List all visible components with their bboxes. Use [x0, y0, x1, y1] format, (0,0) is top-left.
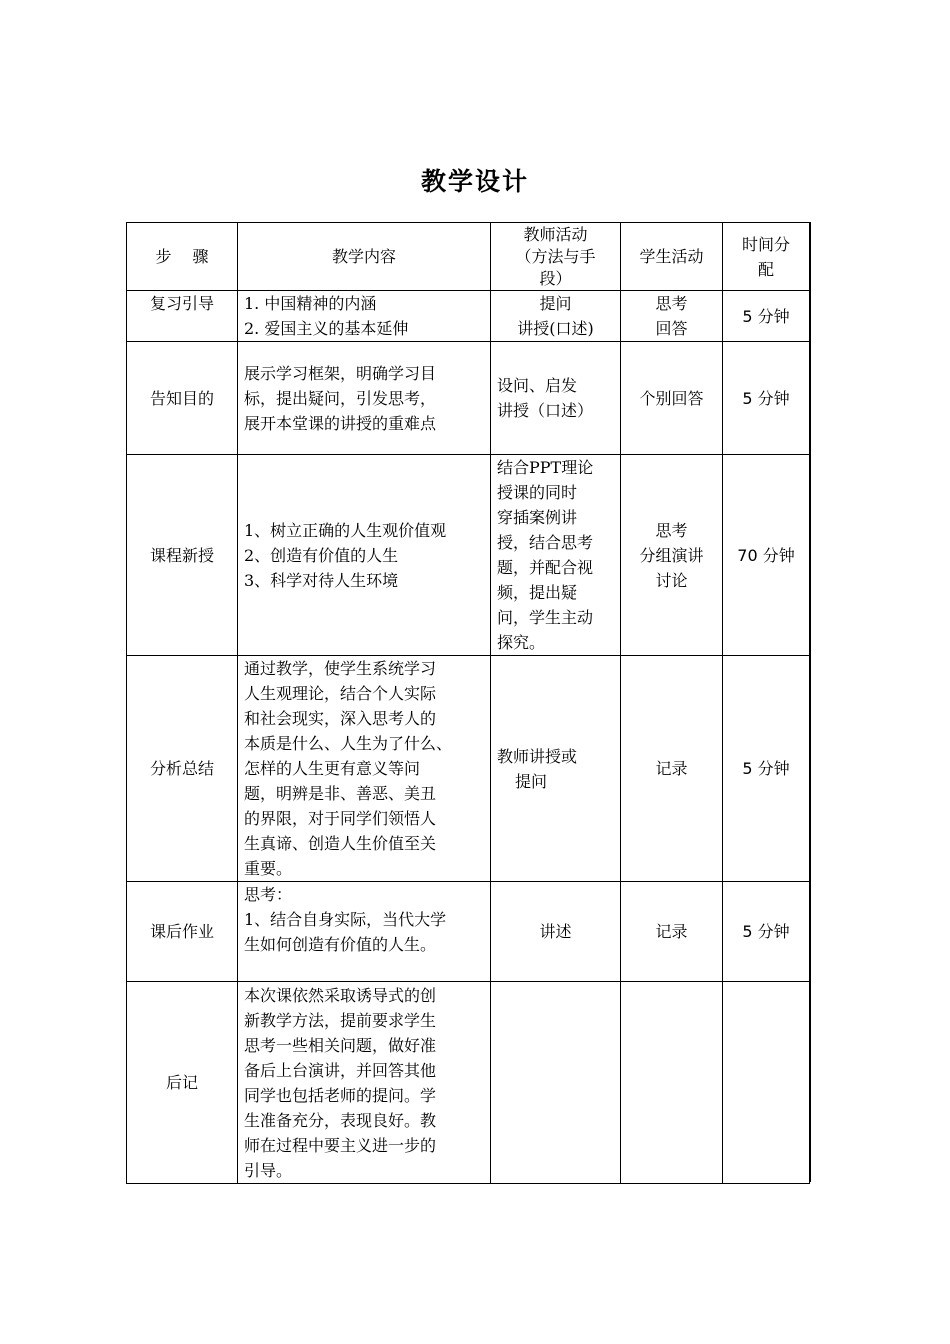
table-row	[127, 656, 810, 882]
time-cell: 5 分钟	[723, 342, 810, 455]
step-cell: 分析总结	[127, 656, 238, 882]
table-row	[127, 342, 810, 455]
student-cell: 记录	[621, 882, 723, 982]
time-cell: 5 分钟	[723, 882, 810, 982]
student-cell: 个别回答	[621, 342, 723, 455]
student-cell	[621, 982, 723, 1184]
teacher-cell: 讲述	[491, 882, 621, 982]
student-cell: 记录	[621, 656, 723, 882]
teacher-cell	[491, 982, 621, 1184]
table-right-border	[809, 222, 811, 1182]
header-row	[127, 223, 810, 291]
content-cell: 通过教学，使学生系统学习 人生观理论，结合个人实际 和社会现实，深入思考人的 本质是什么、人生为了什么、 怎样的人生更有意义等问 题，明辨是非、善恶、美丑 的界限，对于同学们领悟人 生真谛、创造人生价值至关 重要。	[238, 656, 491, 882]
teacher-cell: 设问、启发 讲授（口述）	[491, 342, 621, 455]
header-content: 教学内容	[238, 223, 491, 291]
header-time: 时间分 配	[723, 223, 810, 291]
content-cell: 1. 中国精神的内涵 2. 爱国主义的基本延伸	[238, 291, 491, 342]
content-cell: 本次课依然采取诱导式的创 新教学方法，提前要求学生 思考一些相关问题，做好准 备后上台演讲，并回答其他 同学也包括老师的提问。学 生准备充分，表现良好。教 师在过程中要主义进一步的 引导。	[238, 982, 491, 1184]
teacher-cell: 教师讲授或 提问	[491, 656, 621, 882]
header-student: 学生活动	[621, 223, 723, 291]
teaching-design-table	[126, 222, 810, 1184]
content-cell: 思考： 1、结合自身实际，当代大学 生如何创造有价值的人生。	[238, 882, 491, 982]
time-cell: 70 分钟	[723, 455, 810, 656]
content-cell: 展示学习框架，明确学习目 标，提出疑问，引发思考， 展开本堂课的讲授的重难点	[238, 342, 491, 455]
student-cell: 思考 分组演讲 讨论	[621, 455, 723, 656]
step-cell: 课程新授	[127, 455, 238, 656]
header-step: 步 骤	[127, 223, 238, 291]
content-cell: 1、树立正确的人生观价值观 2、创造有价值的人生 3、科学对待人生环境	[238, 455, 491, 656]
table-row	[127, 291, 810, 342]
page-title: 教学设计	[420, 167, 529, 196]
step-cell: 复习引导	[127, 291, 238, 342]
time-cell: 5 分钟	[723, 291, 810, 342]
step-cell: 课后作业	[127, 882, 238, 982]
teacher-cell: 结合PPT理论 授课的同时 穿插案例讲 授，结合思考 题，并配合视 频，提出疑 问，学生主动 探究。	[491, 455, 621, 656]
header-teacher: 教师活动 （方法与手 段）	[491, 223, 621, 291]
time-cell: 5 分钟	[723, 656, 810, 882]
student-cell: 思考 回答	[621, 291, 723, 342]
teacher-cell: 提问 讲授(口述)	[491, 291, 621, 342]
table-row	[127, 455, 810, 656]
table-row	[127, 882, 810, 982]
table-row	[127, 982, 810, 1184]
time-cell	[723, 982, 810, 1184]
step-cell: 后记	[127, 982, 238, 1184]
step-cell: 告知目的	[127, 342, 238, 455]
